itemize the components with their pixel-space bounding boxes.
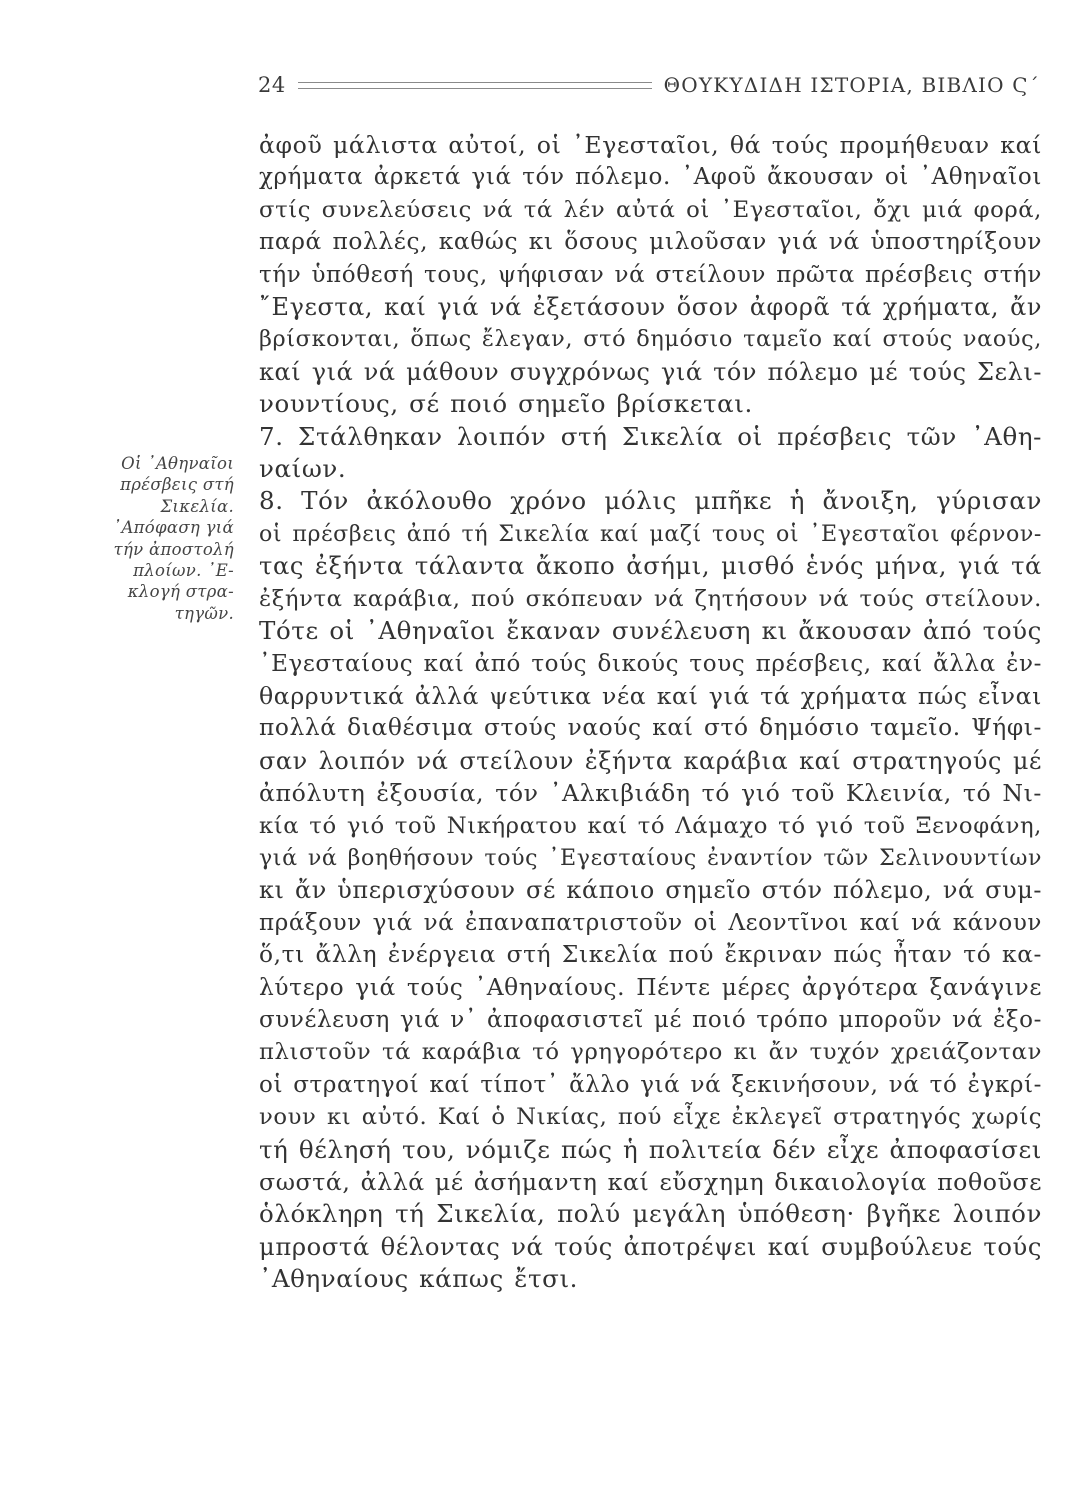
text-line: γιά νά βοηθήσουν τούς ᾿Εγεσταίους ἐναντίον τῶν Σελινουντίων: [259, 844, 1042, 871]
running-title: ΘΟΥΚΥΔΙΔΗ ΙΣΤΟΡΙΑ, ΒΙΒΛΙΟ Ϛ΄: [663, 73, 1040, 97]
text-line: σαν λοιπόν νά στείλουν ἐξήντα καράβια καί στρατηγούς μέ: [259, 746, 1042, 775]
text-line: συνέλευση γιά ν᾿ ἀποφασιστεῖ μέ ποιό τρόπο μποροῦν νά ἐξο-: [259, 1006, 1042, 1033]
text-line: οἱ πρέσβεις ἀπό τή Σικελία καί μαζί τους οἱ ᾿Εγεσταῖοι φέρνον-: [259, 520, 1042, 547]
text-line: σωστά, ἀλλά μέ ἀσήμαντη καί εὔσχημη δικαιολογία ποθοῦσε: [259, 1168, 1043, 1196]
text-line: βρίσκονται, ὅπως ἔλεγαν, στό δημόσιο ταμεῖο καί στούς ναούς,: [259, 326, 1042, 353]
margin-note-line: Οἱ ᾿Αθηναῖοι: [121, 454, 234, 473]
text-line: λύτερο γιά τούς ᾿Αθηναίους. Πέντε μέρες ἀργότερα ξανάγινε: [259, 973, 1042, 1001]
text-line: καί γιά νά μάθουν συγχρόνως γιά τόν πόλεμο μέ τούς Σελι-: [259, 357, 1042, 386]
margin-note-line: πλοίων. ᾿Ε-: [133, 561, 234, 581]
margin-note-line: τηγῶν.: [174, 603, 234, 623]
text-line: ῎Εγεστα, καί γιά νά ἐξετάσουν ὅσον ἀφορᾶ τά χρήματα, ἄν: [259, 293, 1042, 322]
body-text: [259, 129, 1042, 1296]
text-line: τας ἐξήντα τάλαντα ἄκοπο ἀσήμι, μισθό ἑνός μήνα, γιά τά: [259, 552, 1042, 581]
text-line: ἀπόλυτη ἐξουσία, τόν ᾿Αλκιβιάδη τό γιό τοῦ Κλεινία, τό Νι-: [259, 779, 1042, 808]
text-line: παρά πολλές, καθώς κι ὅσους μιλοῦσαν γιά νά ὑποστηρίξουν: [259, 228, 1042, 256]
text-line: 8. Τόν ἀκόλουθο χρόνο μόλις μπῆκε ἡ ἄνοιξη, γύρισαν: [259, 486, 1042, 516]
text-line: θαρρυντικά ἀλλά ψεύτικα νέα καί γιά τά χρήματα πώς εἶναι: [259, 681, 1042, 710]
text-line: κι ἄν ὑπερισχύσουν σέ κάποιο σημεῖο στόν πόλεμο, νά συμ-: [259, 876, 1042, 905]
text-line: ᾿Αθηναίους κάπως ἔτσι.: [259, 1264, 579, 1294]
text-line: πλιστοῦν τά καράβια τό γρηγορότερο κι ἄν τυχόν χρειάζονταν: [259, 1039, 1042, 1066]
text-line: ἀφοῦ μάλιστα αὐτοί, οἱ ᾿Εγεσταῖοι, θά τούς προμήθευαν καί: [259, 131, 1042, 159]
page-number: 24: [258, 73, 286, 97]
header-rule: [298, 82, 652, 89]
margin-note: [56, 453, 234, 624]
text-line: ὅ,τι ἄλλη ἐνέργεια στή Σικελία πού ἔκριναν πώς ἦταν τό κα-: [259, 941, 1042, 969]
text-line: πράξουν γιά νά ἐπαναπατριστοῦν οἱ Λεοντῖνοι καί νά κάνουν: [259, 909, 1042, 936]
margin-note-line: κλογή στρα-: [127, 582, 234, 602]
text-line: κία τό γιό τοῦ Νικήρατου καί τό Λάμαχο τό γιό τοῦ Ξενοφάνη,: [259, 812, 1042, 839]
text-line: χρήματα ἀρκετά γιά τόν πόλεμο. ᾿Αφοῦ ἄκουσαν οἱ ᾿Αθηναῖοι: [259, 164, 1042, 191]
text-line: νουν κι αὐτό. Καί ὁ Νικίας, πού εἶχε ἐκλεγεῖ στρατηγός χωρίς: [259, 1104, 1042, 1131]
page-header: [258, 70, 1040, 100]
text-line: νουντίους, σέ ποιό σημεῖο βρίσκεται.: [259, 389, 753, 419]
text-line: στίς συνελεύσεις νά τά λέν αὐτά οἱ ᾿Εγεσταῖοι, ὄχι μιά φορά,: [259, 196, 1042, 223]
text-line: Τότε οἱ ᾿Αθηναῖοι ἔκαναν συνέλευση κι ἄκουσαν ἀπό τούς: [259, 616, 1042, 646]
text-line: ὁλόκληρη τή Σικελία, πολύ μεγάλη ὑπόθεση· βγῆκε λοιπόν: [259, 1199, 1042, 1229]
text-line: τή θέλησή του, νόμιζε πώς ἡ πολιτεία δέν εἶχε ἀποφασίσει: [259, 1134, 1042, 1164]
text-line: οἱ στρατηγοί καί τίποτ᾿ ἄλλο γιά νά ξεκινήσουν, νά τό ἐγκρί-: [259, 1071, 1042, 1098]
text-line: τήν ὑπόθεσή τους, ψήφισαν νά στείλουν πρῶτα πρέσβεις στήν: [259, 261, 1042, 288]
text-line: ᾿Εγεσταίους καί ἀπό τούς δικούς τους πρέσβεις, καί ἄλλα ἐν-: [259, 650, 1042, 677]
text-line: μπροστά θέλοντας νά τούς ἀποτρέψει καί συμβούλευε τούς: [259, 1232, 1042, 1261]
margin-note-line: Σικελία.: [160, 496, 234, 516]
text-line: ναίων.: [259, 454, 347, 484]
text-line: ἐξήντα καράβια, πού σκόπευαν νά ζητήσουν νά τούς στείλουν.: [259, 585, 1042, 612]
text-line: 7. Στάλθηκαν λοιπόν στή Σικελία οἱ πρέσβεις τῶν ᾿Αθη-: [259, 421, 1042, 451]
margin-note-line: τήν ἀποστολή: [113, 539, 234, 559]
text-line: πολλά διαθέσιμα στούς ναούς καί στό δημόσιο ταμεῖο. Ψήφι-: [259, 714, 1042, 742]
margin-note-line: ᾿Απόφαση γιά: [112, 518, 234, 538]
margin-note-line: πρέσβεις στή: [120, 475, 234, 495]
